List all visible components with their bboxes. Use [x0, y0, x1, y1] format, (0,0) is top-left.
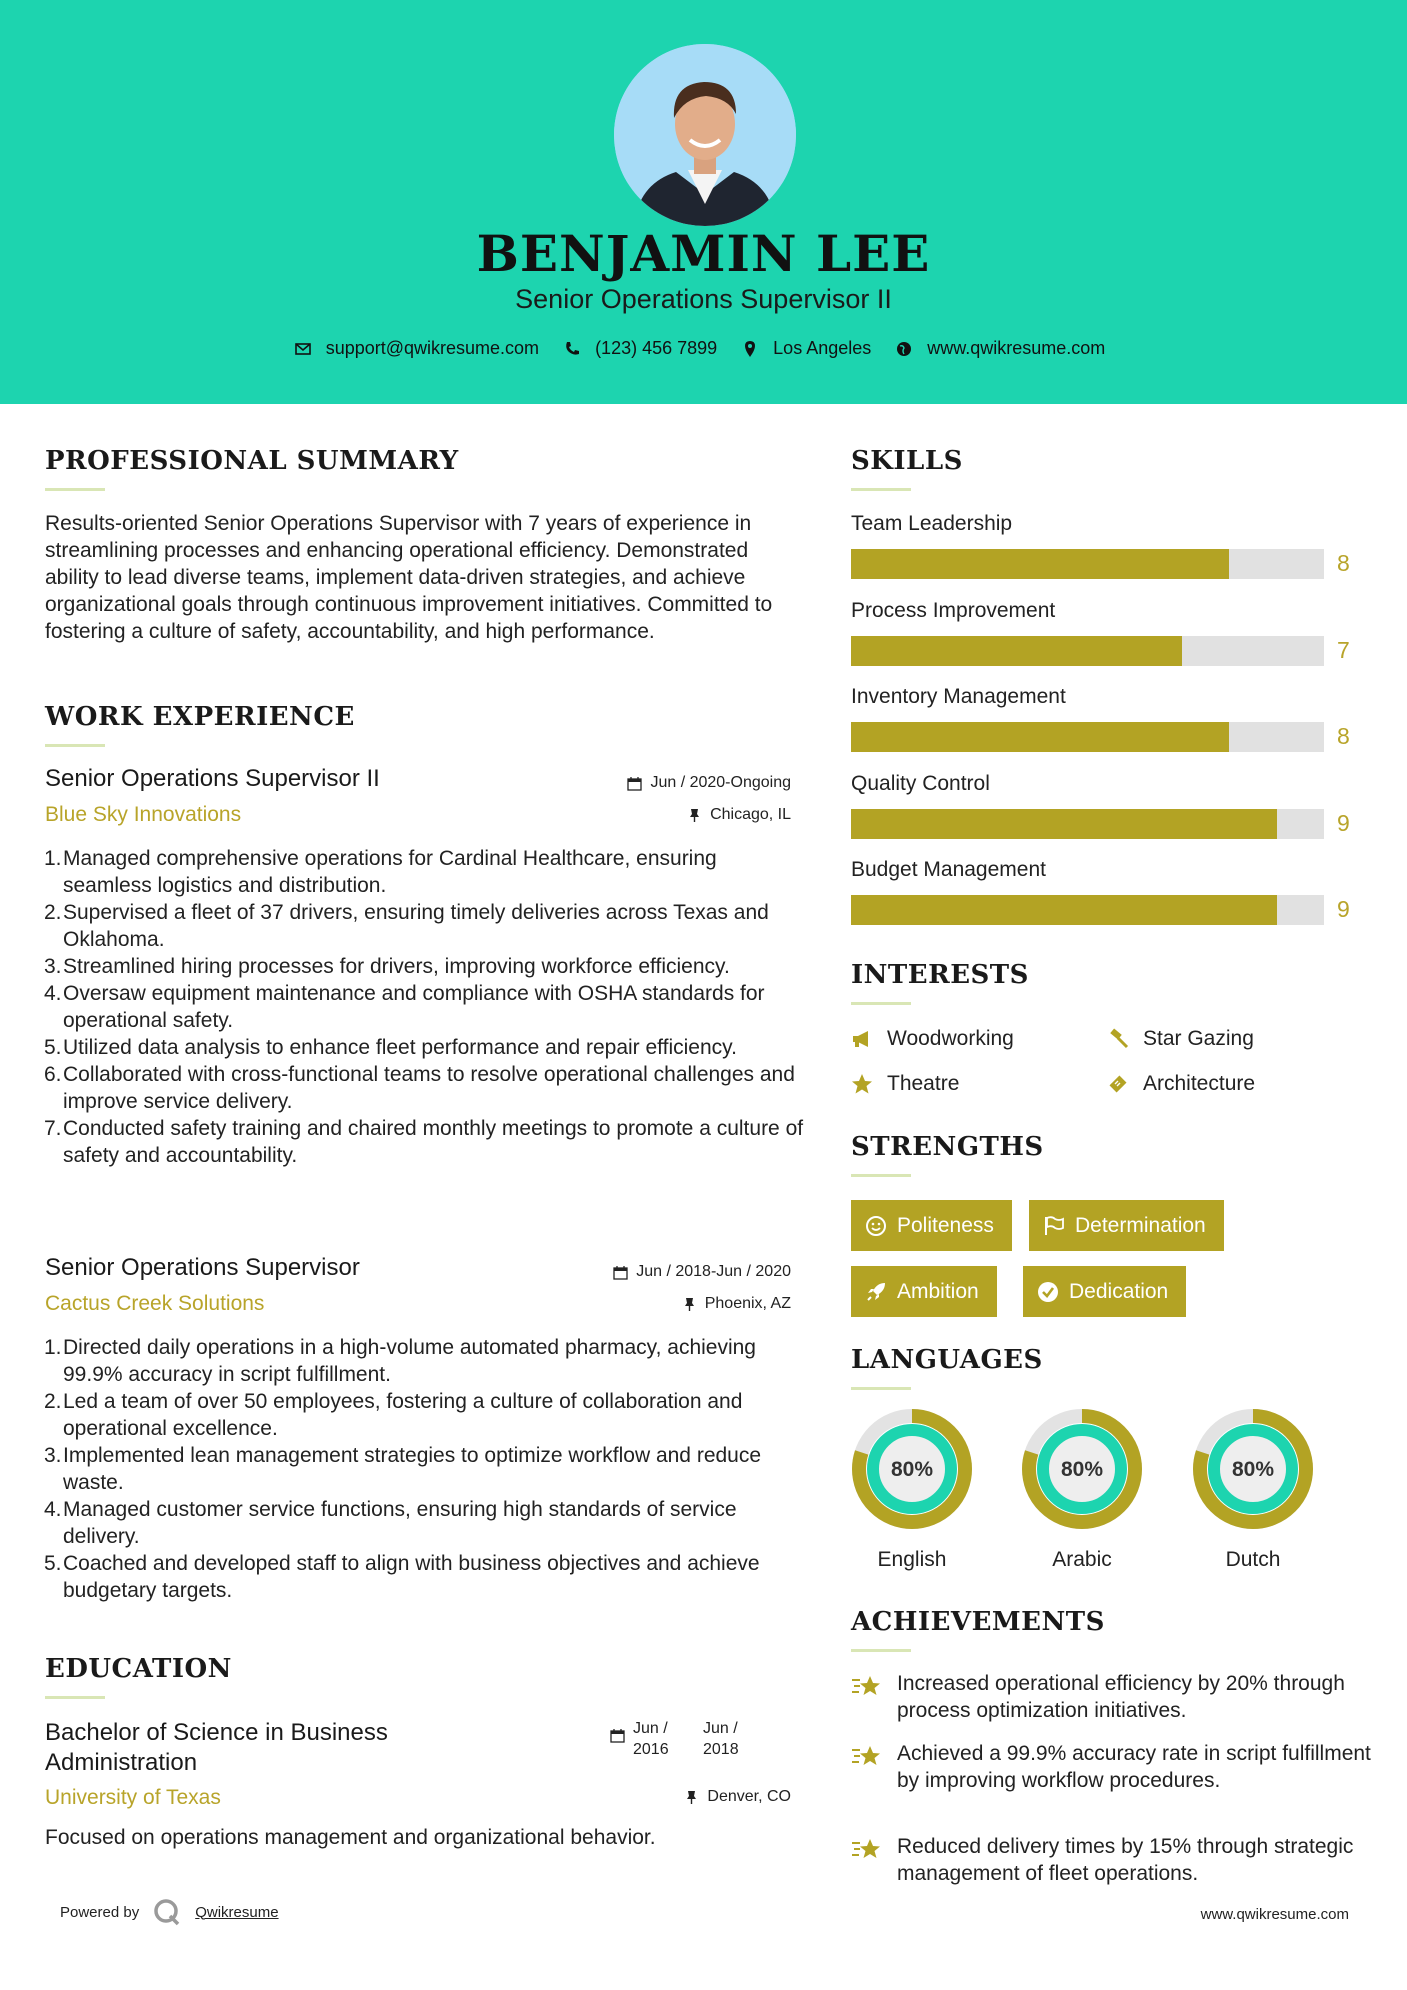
qwikresume-logo-icon: [153, 1898, 181, 1926]
duty-list: [45, 845, 805, 1169]
contact-website[interactable]: [895, 338, 1105, 359]
job-dates: [613, 1263, 791, 1281]
job-dates: [627, 774, 791, 792]
education-dates: [610, 1718, 765, 1760]
duty-text: Led a team of over 50 employees, fostering a culture of collaboration and operational excellence.: [63, 1390, 743, 1440]
education-divider: [45, 1696, 105, 1699]
duty-text: Conducted safety training and chaired monthly meetings to promote a culture of safety and accountability.: [63, 1117, 804, 1167]
duty-item: 1. Managed comprehensive operations for Cardinal Healthcare, ensuring seamless logistics and distribution.: [44, 847, 717, 897]
interest-item-woodworking: [851, 1027, 1014, 1051]
duty-text: Coached and developed staff to align with business objectives and achieve budgetary targets.: [63, 1552, 760, 1602]
achievement-text: Increased operational efficiency by 20% through process optimization initiatives.: [897, 1672, 1345, 1722]
skill-name: Inventory Management: [851, 685, 1066, 708]
ticket-icon: [1107, 1073, 1129, 1095]
star-icon: [851, 1073, 873, 1095]
candidate-name: BENJAMIN LEE: [476, 224, 931, 283]
company-name: Blue Sky Innovations: [45, 803, 242, 826]
company-name: Cactus Creek Solutions: [45, 1292, 265, 1315]
globe-icon: [895, 340, 913, 358]
achievement-item: [851, 1740, 1371, 1794]
interest-label: Theatre: [887, 1072, 960, 1095]
calendar-icon: [613, 1265, 628, 1280]
duty-item: 2. Supervised a fleet of 37 drivers, ensuring timely deliveries across Texas and Oklahoma.: [44, 901, 769, 951]
duty-item: 7. Conducted safety training and chaired monthly meetings to promote a culture of safety and accountability.: [44, 1117, 804, 1167]
megaphone-icon: [851, 1028, 873, 1050]
powered-by: [60, 1898, 279, 1926]
skill-level: 7: [1337, 636, 1350, 663]
flag-icon: [1043, 1215, 1065, 1237]
skill-bar-fill: [851, 809, 1277, 839]
language-name: English: [877, 1548, 947, 1571]
interest-item-star-gazing: [1107, 1027, 1254, 1051]
calendar-icon: [627, 776, 642, 791]
interest-label: Architecture: [1143, 1072, 1256, 1095]
phone-icon: [563, 340, 581, 358]
strength-label: Determination: [1075, 1213, 1206, 1237]
duty-item: 5. Utilized data analysis to enhance fleet performance and repair efficiency.: [44, 1036, 737, 1059]
map-pin-icon: [741, 340, 759, 358]
skill-bar-track: [851, 636, 1324, 666]
interests-divider: [851, 1002, 911, 1005]
achievement-item: [851, 1670, 1371, 1724]
duty-item: 4. Managed customer service functions, ensuring high standards of service delivery.: [44, 1498, 737, 1548]
duty-text: Collaborated with cross-functional teams to resolve operational challenges and improve service delivery.: [63, 1063, 795, 1113]
rocket-icon: [865, 1281, 887, 1303]
skill-bar-fill: [851, 722, 1229, 752]
language-percent: 80%: [1060, 1458, 1104, 1481]
duty-item: 5. Coached and developed staff to align with business objectives and achieve budgetary targets.: [44, 1552, 760, 1602]
skill-name: Team Leadership: [851, 512, 1013, 535]
summary-heading: PROFESSIONAL SUMMARY: [45, 446, 459, 476]
duty-text: Implemented lean management strategies to optimize workflow and reduce waste.: [63, 1444, 762, 1494]
duty-text: Oversaw equipment maintenance and compliance with OSHA standards for operational safety.: [63, 982, 765, 1032]
duty-item: 6. Collaborated with cross-functional teams to resolve operational challenges and improve service delivery.: [44, 1063, 795, 1113]
contact-phone[interactable]: [563, 338, 717, 359]
education-end: Jun / 2018: [703, 1720, 739, 1758]
education-heading: EDUCATION: [45, 1654, 232, 1684]
resume-header: [0, 0, 1407, 404]
duty-item: 1. Directed daily operations in a high-volume automated pharmacy, achieving 99.9% accuracy in script fulfillment.: [44, 1336, 756, 1386]
skill-name: Budget Management: [851, 858, 1046, 881]
language-percent: 80%: [890, 1458, 934, 1481]
skill-bar-fill: [851, 636, 1182, 666]
strength-badge-ambition: [851, 1266, 997, 1317]
smile-icon: [865, 1215, 887, 1237]
job-title: Senior Operations Supervisor: [45, 1254, 360, 1281]
footer-website[interactable]: www.qwikresume.com: [1200, 1906, 1349, 1923]
language-item: [851, 1408, 973, 1571]
education-start: Jun / 2016: [633, 1720, 669, 1758]
achievement-text: Reduced delivery times by 15% through strategic management of fleet operations.: [897, 1835, 1354, 1885]
language-name: Dutch: [1225, 1548, 1281, 1571]
languages-divider: [851, 1387, 911, 1390]
skill-bar-track: [851, 809, 1324, 839]
language-item: [1021, 1408, 1143, 1571]
profile-photo: [614, 44, 796, 226]
job-dates-text: Jun / 2018-Jun / 2020: [636, 1263, 791, 1280]
duty-list: [45, 1334, 805, 1604]
contact-bar: [0, 338, 1407, 359]
experience-divider: [45, 744, 105, 747]
experience-heading: WORK EXPERIENCE: [45, 702, 355, 732]
duty-text: Supervised a fleet of 37 drivers, ensuring timely deliveries across Texas and Oklahoma.: [63, 901, 769, 951]
language-ring: [1192, 1408, 1314, 1530]
interest-item-architecture: [1107, 1072, 1255, 1096]
strength-label: Politeness: [897, 1213, 994, 1237]
job-title: Senior Operations Supervisor II: [45, 765, 380, 792]
strength-badge-determination: [1029, 1200, 1224, 1251]
pin-icon: [682, 1297, 697, 1312]
email-text: support@qwikresume.com: [325, 338, 540, 358]
interest-item-theatre: [851, 1072, 959, 1096]
skill-level: 8: [1337, 550, 1350, 576]
skills-heading: SKILLS: [851, 446, 963, 476]
language-ring: [851, 1408, 973, 1530]
duty-item: 3. Implemented lean management strategies to optimize workflow and reduce waste.: [44, 1444, 762, 1494]
job-location: [682, 1295, 791, 1313]
duty-text: Managed customer service functions, ensuring high standards of service delivery.: [63, 1498, 737, 1548]
job-location-text: Chicago, IL: [710, 806, 791, 823]
duty-text: Streamlined hiring processes for drivers, improving workforce efficiency.: [63, 955, 730, 978]
achievements-divider: [851, 1649, 911, 1652]
strength-badge-politeness: [851, 1200, 1012, 1251]
shooting-star-icon: [851, 1672, 883, 1700]
job-location-text: Phoenix, AZ: [704, 1295, 791, 1312]
qwikresume-link[interactable]: Qwikresume: [195, 1903, 279, 1921]
calendar-icon: [610, 1728, 625, 1743]
skill-bar-track: [851, 549, 1324, 579]
skill-name: Quality Control: [851, 771, 990, 795]
strengths-divider: [851, 1174, 911, 1177]
education-description: Focused on operations management and organizational behavior.: [45, 1826, 656, 1849]
education-location-text: Denver, CO: [707, 1788, 791, 1805]
location-text: Los Angeles: [773, 338, 872, 358]
contact-email[interactable]: [294, 338, 539, 359]
skill-name: Process Improvement: [851, 598, 1056, 622]
duty-item: 4. Oversaw equipment maintenance and compliance with OSHA standards for operational safety.: [44, 982, 765, 1032]
phone-text: (123) 456 7899: [595, 338, 718, 358]
powered-by-label: Powered by: [60, 1903, 140, 1921]
shooting-star-icon: [851, 1742, 883, 1770]
achievements-heading: ACHIEVEMENTS: [851, 1607, 1105, 1637]
summary-text: Results-oriented Senior Operations Supervisor with 7 years of experience in streamlining processes and enhancing operational efficiency. Demonstrated ability to lead diverse teams, implement data-driven strategies, and achieve organizational goals through continuous improvement initiatives. Committed to fostering a culture of safety, accountability, and high performance.: [45, 512, 773, 643]
achievement-item: [851, 1833, 1371, 1887]
skill-level: 8: [1337, 723, 1350, 749]
interest-label: Star Gazing: [1143, 1027, 1254, 1050]
interests-heading: INTERESTS: [851, 960, 1029, 990]
check-circle-icon: [1037, 1281, 1059, 1303]
duty-text: Utilized data analysis to enhance fleet performance and repair efficiency.: [63, 1036, 737, 1059]
envelope-icon: [294, 340, 312, 358]
strength-badge-dedication: [1023, 1266, 1186, 1317]
skill-bar-track: [851, 722, 1324, 752]
pin-icon: [687, 808, 702, 823]
strength-label: Dedication: [1069, 1279, 1169, 1303]
summary-divider: [45, 488, 105, 491]
language-ring: [1021, 1408, 1143, 1530]
language-percent: 80%: [1231, 1458, 1275, 1481]
interest-label: Woodworking: [887, 1027, 1014, 1050]
website-text: www.qwikresume.com: [927, 338, 1106, 358]
duty-item: 3. Streamlined hiring processes for drivers, improving workforce efficiency.: [44, 955, 730, 978]
skill-bar-fill: [851, 895, 1277, 925]
education-location: [684, 1788, 791, 1806]
pin-icon: [684, 1790, 699, 1805]
strengths-heading: STRENGTHS: [851, 1132, 1044, 1162]
skill-bar-fill: [851, 549, 1229, 579]
skill-level: 9: [1337, 896, 1350, 922]
job-location: [687, 806, 791, 824]
degree-title: Bachelor of Science in Business Administration: [45, 1719, 388, 1776]
shooting-star-icon: [851, 1835, 883, 1863]
duty-text: Managed comprehensive operations for Cardinal Healthcare, ensuring seamless logistics and distribution.: [63, 847, 717, 897]
duty-item: 2. Led a team of over 50 employees, fostering a culture of collaboration and operational excellence.: [44, 1390, 743, 1440]
gavel-icon: [1107, 1028, 1129, 1050]
strength-label: Ambition: [897, 1279, 979, 1303]
language-name: Arabic: [1052, 1548, 1112, 1571]
job-dates-text: Jun / 2020-Ongoing: [650, 774, 791, 791]
languages-heading: LANGUAGES: [851, 1345, 1043, 1375]
school-name: University of Texas: [45, 1786, 221, 1809]
duty-text: Directed daily operations in a high-volume automated pharmacy, achieving 99.9% accuracy in script fulfillment.: [63, 1336, 756, 1386]
skills-divider: [851, 488, 911, 491]
candidate-title: Senior Operations Supervisor II: [515, 284, 892, 314]
achievement-text: Achieved a 99.9% accuracy rate in script fulfillment by improving workflow procedures.: [897, 1742, 1371, 1792]
skill-bar-track: [851, 895, 1324, 925]
language-item: [1192, 1408, 1314, 1571]
contact-location: [741, 338, 871, 359]
skill-level: 9: [1337, 809, 1350, 836]
